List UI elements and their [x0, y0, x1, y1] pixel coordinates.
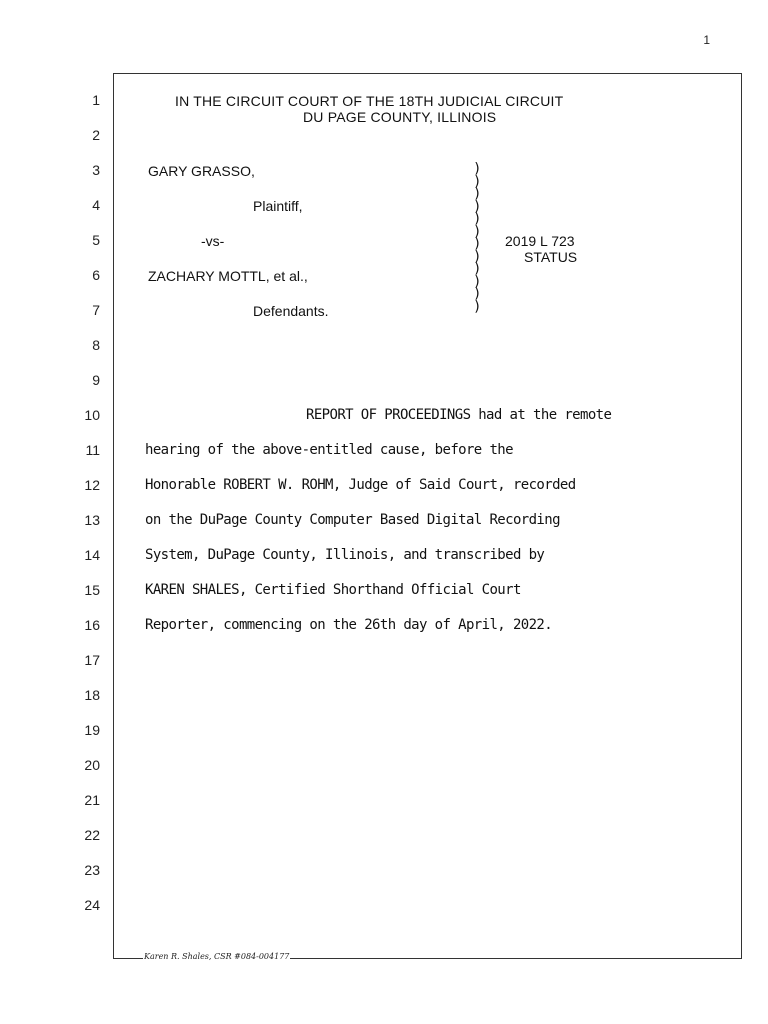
line-number: 2: [92, 127, 100, 143]
paren: ): [473, 173, 482, 190]
paren: ): [473, 261, 482, 277]
line-number: 12: [84, 477, 100, 493]
line-number: 23: [84, 862, 100, 878]
body-line: Reporter, commencing on the 26th day of April, 2022.: [145, 617, 553, 633]
line-number: 19: [84, 722, 100, 738]
line-number: 13: [84, 512, 100, 528]
paren: ): [473, 223, 482, 240]
paren: ): [473, 286, 482, 302]
line-number: 6: [92, 267, 100, 283]
paren: ): [473, 211, 482, 227]
line-number: 4: [92, 197, 100, 213]
body-line: KAREN SHALES, Certified Shorthand Official Court: [145, 582, 521, 598]
page-number: 1: [703, 33, 710, 47]
case-status: STATUS: [524, 249, 578, 265]
plaintiff-name: GARY GRASSO,: [148, 163, 255, 179]
line-number: 5: [92, 232, 100, 248]
line-number: 22: [84, 827, 100, 843]
defendant-role: Defendants.: [253, 303, 329, 319]
line-number: 8: [92, 337, 100, 353]
line-number: 1: [92, 92, 100, 108]
body-line: System, DuPage County, Illinois, and transcribed by: [145, 547, 545, 563]
body-line: on the DuPage County Computer Based Digital Recording: [145, 512, 560, 528]
county-heading: DU PAGE COUNTY, ILLINOIS: [303, 109, 497, 125]
caption-parentheses: [473, 163, 481, 313]
paren: ): [473, 198, 482, 215]
body-line: hearing of the above-entitled cause, before the: [145, 442, 513, 458]
plaintiff-role: Plaintiff,: [253, 198, 303, 214]
line-number: 3: [92, 162, 100, 178]
body-line: REPORT OF PROCEEDINGS had at the remote: [306, 407, 612, 423]
paren: ): [473, 273, 482, 290]
line-number: 16: [84, 617, 100, 633]
paren: ): [473, 236, 482, 252]
paren: ): [473, 161, 482, 177]
reporter-signature: Karen R. Shales, CSR #084-004177: [144, 952, 290, 961]
versus-label: -vs-: [201, 233, 225, 249]
line-number: 18: [84, 687, 100, 703]
line-number: 7: [92, 302, 100, 318]
line-number: 24: [84, 897, 100, 913]
line-number: 9: [92, 372, 100, 388]
line-number: 21: [84, 792, 100, 808]
court-heading: IN THE CIRCUIT COURT OF THE 18TH JUDICIAL CIRCUIT: [175, 93, 564, 109]
line-number: 15: [84, 582, 100, 598]
case-number: 2019 L 723: [505, 233, 575, 249]
line-number: 14: [84, 547, 100, 563]
paren: ): [473, 248, 482, 265]
paren: ): [473, 298, 482, 315]
line-number: 20: [84, 757, 100, 773]
line-number: 11: [85, 442, 100, 458]
line-number: 17: [84, 652, 100, 668]
line-number: 10: [84, 407, 100, 423]
paren: ): [473, 186, 482, 202]
defendant-name: ZACHARY MOTTL, et al.,: [148, 268, 308, 284]
body-line: Honorable ROBERT W. ROHM, Judge of Said Court, recorded: [145, 477, 576, 493]
